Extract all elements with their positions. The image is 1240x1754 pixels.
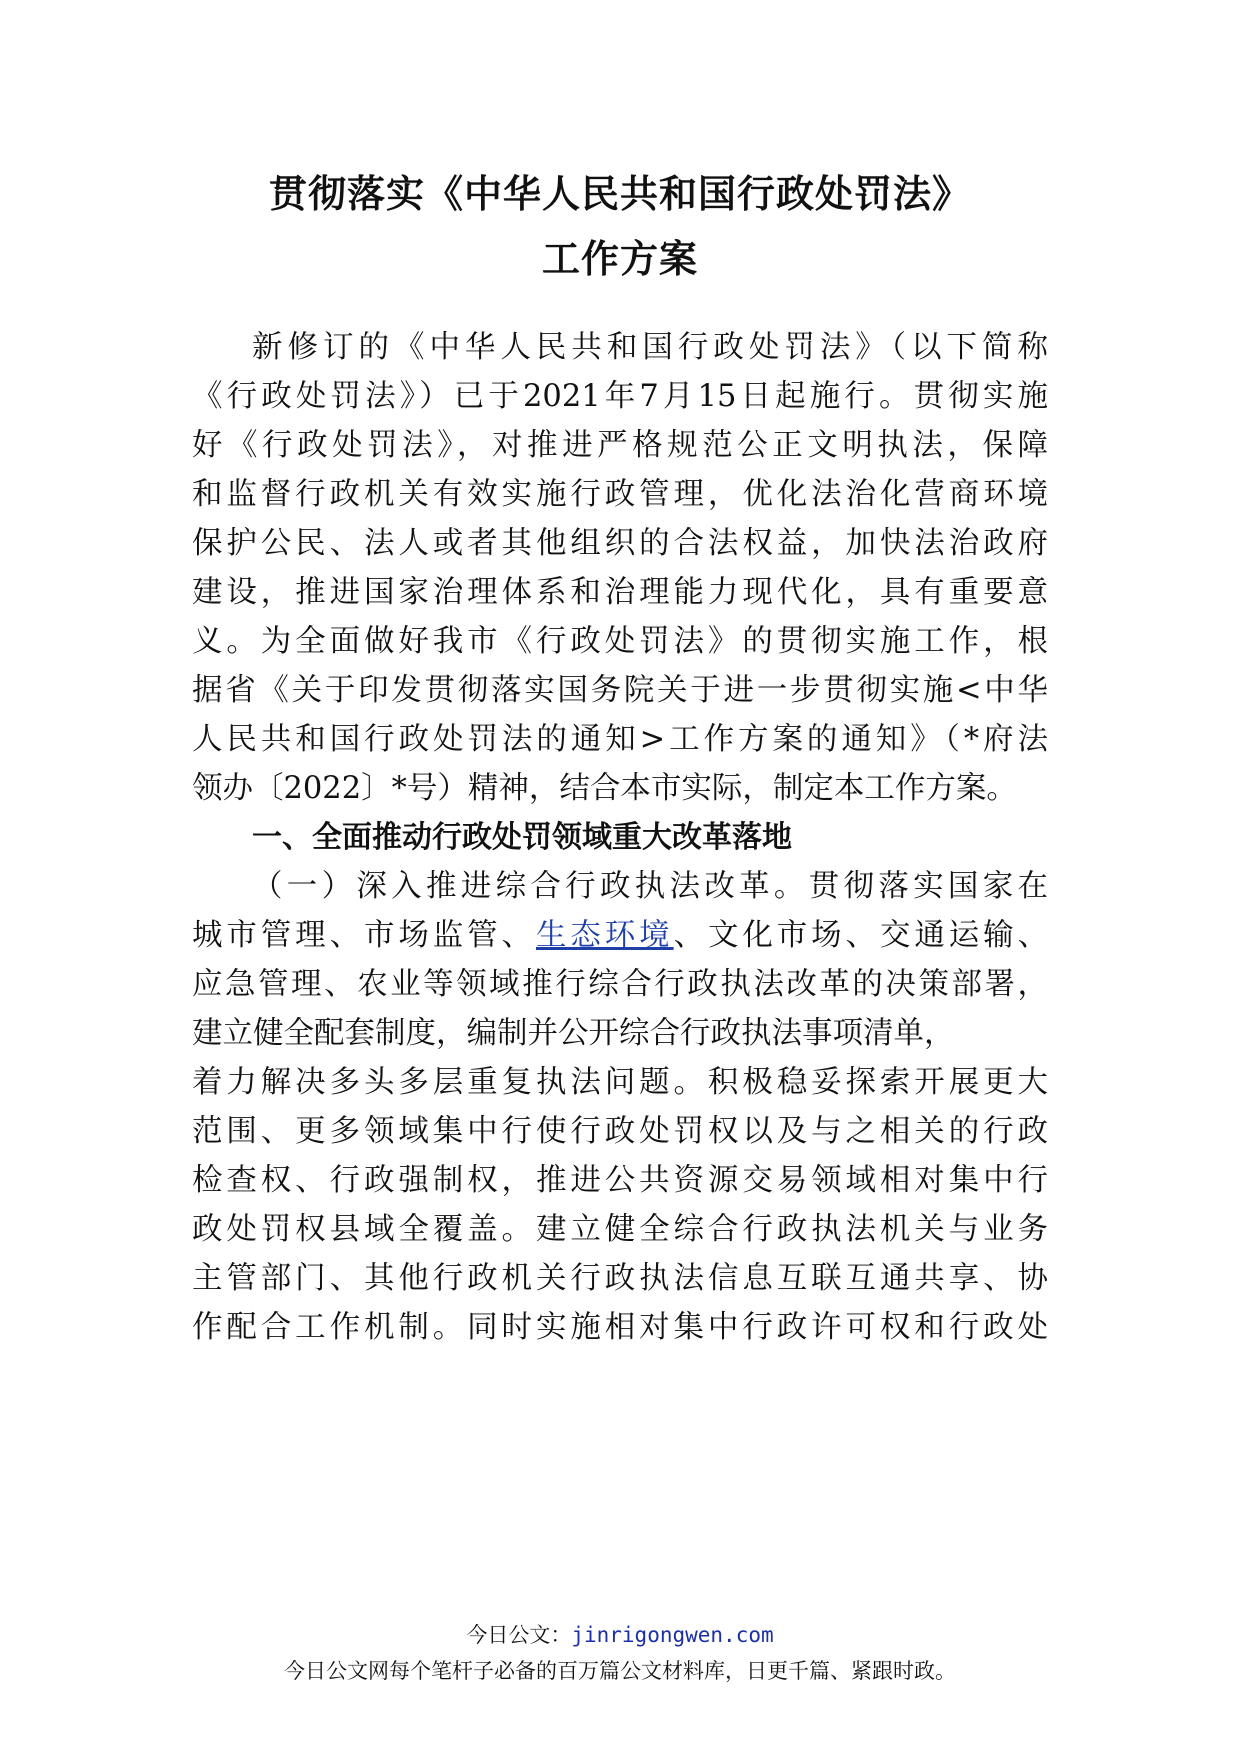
text-segment: 城市管理、市场监管、 bbox=[192, 918, 536, 953]
paragraph-line: 保护公民、法人或者其他组织的合法权益，加快法治政府 bbox=[192, 526, 1048, 561]
paragraph-line: 人民共和国行政处罚法的通知>工作方案的通知》（*府法 bbox=[192, 722, 1048, 757]
footer-url-link[interactable]: jinrigongwen.com bbox=[571, 1623, 774, 1647]
document-title-line-1: 贯彻落实《中华人民共和国行政处罚法》 bbox=[268, 171, 971, 216]
paragraph-line: 《行政处罚法》）已于2021年7月15日起施行。贯彻实施 bbox=[192, 379, 1048, 414]
paragraph-line: 着力解决多头多层重复执法问题。积极稳妥探索开展更大 bbox=[192, 1065, 1048, 1100]
footer-slogan: 今日公文网每个笔杆子必备的百万篇公文材料库，日更千篇、紧跟时政。 bbox=[284, 1659, 956, 1683]
document-title-line-2: 工作方案 bbox=[541, 236, 698, 281]
section-heading: 一、全面推动行政处罚领域重大改革落地 bbox=[252, 820, 792, 855]
paragraph-line: 检查权、行政强制权，推进公共资源交易领域相对集中行 bbox=[192, 1163, 1048, 1198]
footer-site-line bbox=[0, 1619, 1240, 1649]
text-segment: 、文化市场、交通运输、 bbox=[673, 918, 1049, 953]
paragraph-line: 和监督行政机关有效实施行政管理，优化法治化营商环境 bbox=[192, 477, 1048, 512]
paragraph-line: 领办〔2022〕*号）精神，结合本市实际，制定本工作方案。 bbox=[192, 771, 1017, 806]
ecology-link[interactable]: 生态环境 bbox=[535, 918, 674, 953]
paragraph-line: 建立健全配套制度，编制并公开综合行政执法事项清单， bbox=[192, 1016, 955, 1051]
paragraph-line: 主管部门、其他行政机关行政执法信息互联互通共享、协 bbox=[192, 1261, 1048, 1296]
paragraph-line: 政处罚权县域全覆盖。建立健全综合行政执法机关与业务 bbox=[192, 1212, 1048, 1247]
paragraph-line: 建设，推进国家治理体系和治理能力现代化，具有重要意 bbox=[192, 575, 1048, 610]
paragraph-line: 范围、更多领域集中行使行政处罚权以及与之相关的行政 bbox=[192, 1114, 1048, 1149]
paragraph-line: 新修订的《中华人民共和国行政处罚法》（以下简称 bbox=[252, 330, 1048, 365]
paragraph-line: 作配合工作机制。同时实施相对集中行政许可权和行政处 bbox=[192, 1310, 1048, 1345]
paragraph-line: 好《行政处罚法》，对推进严格规范公正文明执法，保障 bbox=[192, 428, 1048, 463]
footer-label: 今日公文： bbox=[466, 1623, 572, 1647]
paragraph-line: 义。为全面做好我市《行政处罚法》的贯彻实施工作，根 bbox=[192, 624, 1048, 659]
paragraph-line: （一）深入推进综合行政执法改革。贯彻落实国家在 bbox=[252, 869, 1048, 904]
paragraph-line-with-link bbox=[192, 917, 1048, 955]
paragraph-line: 据省《关于印发贯彻落实国务院关于进一步贯彻实施<中华 bbox=[192, 673, 1048, 708]
paragraph-line: 应急管理、农业等领域推行综合行政执法改革的决策部署， bbox=[192, 967, 1048, 1002]
